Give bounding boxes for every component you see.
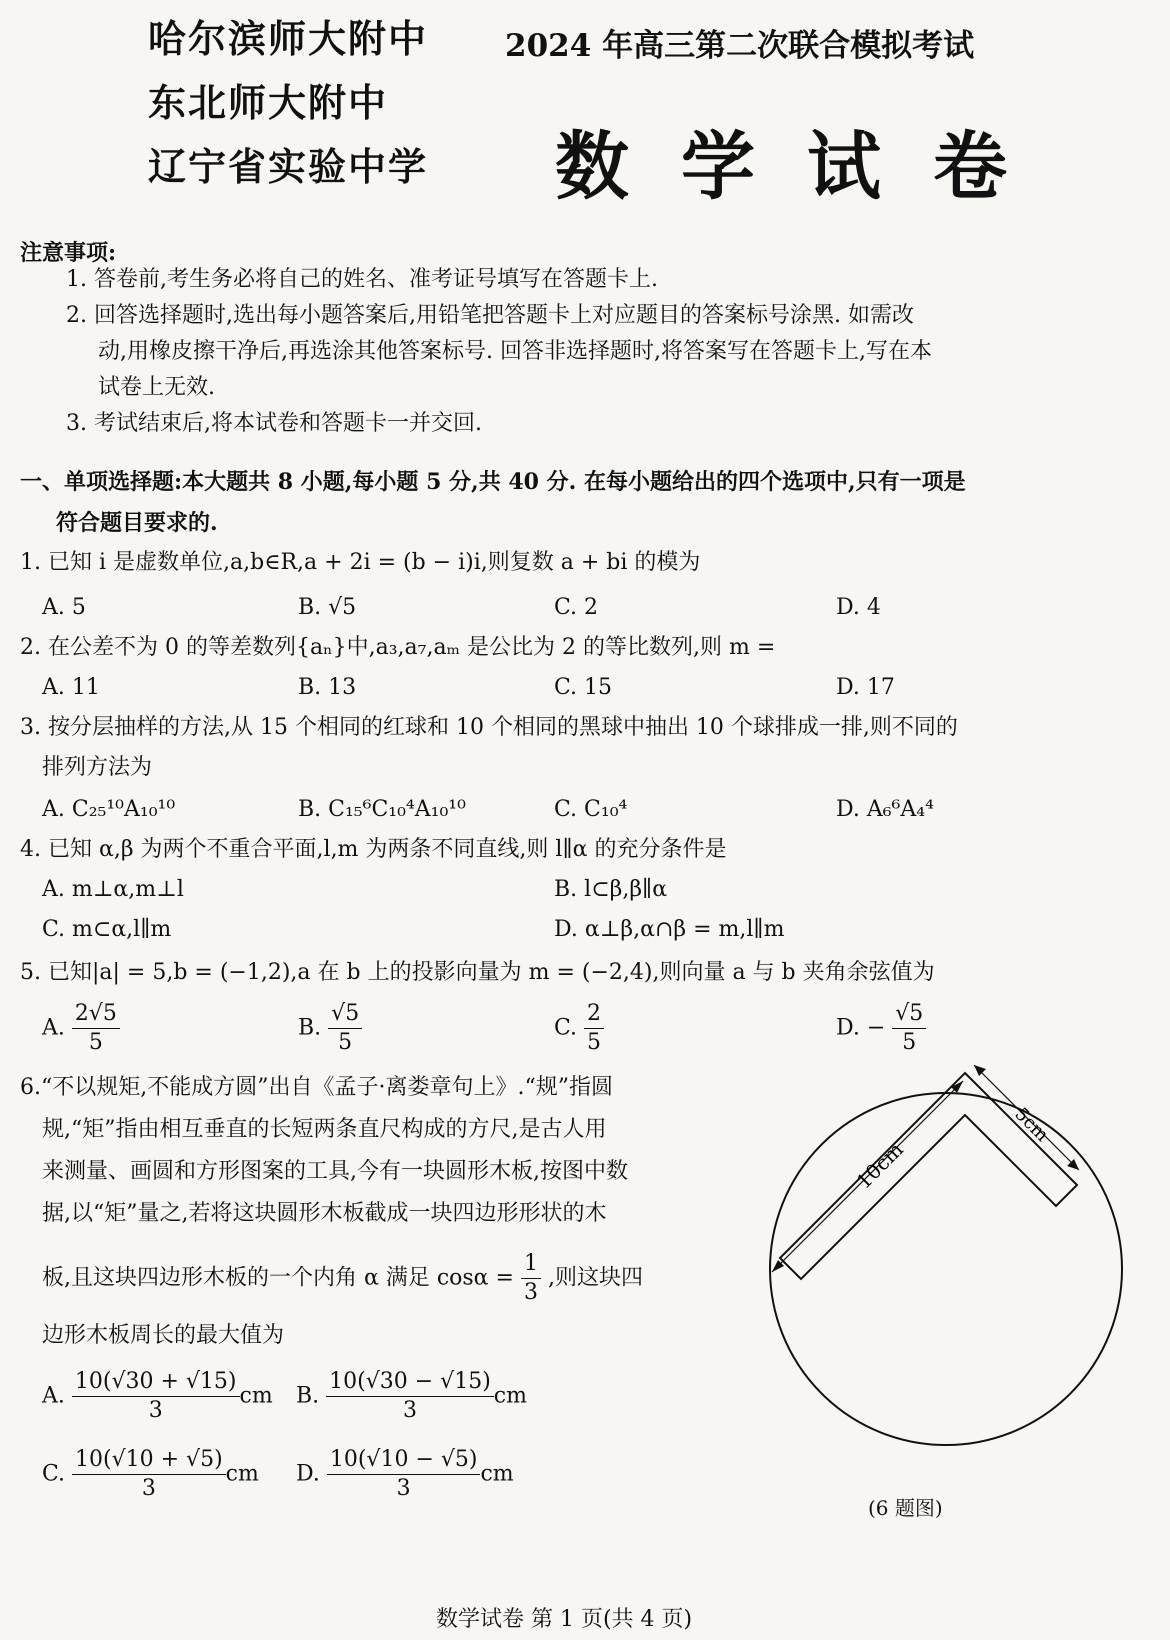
- q6-option-d-label: D.: [296, 1461, 320, 1487]
- q6-c-numerator: 10(√10 + √5): [72, 1446, 226, 1475]
- note-item-1: 1. 答卷前,考生务必将自己的姓名、准考证号填写在答题卡上.: [66, 267, 658, 292]
- q5-b-denominator: 5: [338, 1030, 353, 1055]
- q6-option-a-fraction: [72, 1368, 240, 1425]
- label-5cm: 5cm: [1010, 1103, 1053, 1146]
- q2-option-c: C. 15: [554, 675, 613, 700]
- question-6-line-3: 来测量、画圆和方形图案的工具,今有一块圆形木板,按图中数: [42, 1159, 628, 1184]
- notes-heading: 注意事项:: [20, 240, 117, 266]
- q5-c-denominator: 5: [587, 1030, 602, 1055]
- q6-b-denominator: 3: [402, 1398, 417, 1423]
- q3-option-c: C. C₁₀⁴: [554, 797, 628, 822]
- q6-a-unit: cm: [239, 1383, 273, 1409]
- q6-option-c-fraction: [72, 1446, 226, 1503]
- q6-line-5-pre: 板,且这块四边形木板的一个内角 α 满足 cosα =: [42, 1265, 514, 1291]
- q1-option-c: C. 2: [554, 595, 599, 620]
- q5-option-b-fraction: [328, 1000, 362, 1057]
- q6-option-d: [296, 1446, 514, 1503]
- q5-option-b-label: B.: [298, 1015, 322, 1041]
- q6-option-c: [42, 1446, 259, 1503]
- q6-a-numerator: 10(√30 + √15): [72, 1368, 240, 1397]
- school-name-3: 辽宁省实验中学: [148, 144, 429, 189]
- q6-d-unit: cm: [480, 1461, 514, 1487]
- q5-b-numerator: √5: [328, 1000, 362, 1029]
- figure-caption: (6 题图): [868, 1496, 943, 1520]
- q2-option-d: D. 17: [836, 675, 895, 700]
- q5-option-d-label: D. −: [836, 1015, 886, 1041]
- q5-option-d-fraction: [892, 1000, 926, 1057]
- q6-c-unit: cm: [225, 1461, 259, 1487]
- q6-option-c-label: C.: [42, 1461, 66, 1487]
- q5-option-a-label: A.: [42, 1015, 65, 1041]
- q6-option-b-label: B.: [296, 1383, 320, 1409]
- note-item-2: 2. 回答选择题时,选出每小题答案后,用铅笔把答题卡上对应题目的答案标号涂黑. 如需改: [66, 303, 914, 328]
- q6-c-denominator: 3: [141, 1476, 156, 1501]
- q6-a-denominator: 3: [148, 1398, 163, 1423]
- q6-b-unit: cm: [493, 1383, 527, 1409]
- wooden-board-circle: [770, 1093, 1122, 1445]
- note-item-2-cont: 动,用橡皮擦干净后,再选涂其他答案标号. 回答非选择题时,将答案写在答题卡上,写在本: [98, 339, 932, 364]
- dimension-arrow-5cm-start: [974, 1065, 986, 1076]
- school-name-1: 哈尔滨师大附中: [148, 16, 429, 61]
- dimension-arrow-5cm-end: [1067, 1159, 1079, 1170]
- q6-cos-numerator: 1: [521, 1250, 541, 1279]
- q6-option-b-fraction: [326, 1368, 494, 1425]
- q6-d-numerator: 10(√10 − √5): [327, 1446, 481, 1475]
- q6-figure: [760, 1065, 1140, 1485]
- q5-option-d: [836, 1000, 926, 1057]
- subject-title: 数学试卷: [555, 124, 1059, 210]
- section-1-heading-cont: 符合题目要求的.: [56, 510, 218, 536]
- q6-d-denominator: 3: [396, 1476, 411, 1501]
- q5-a-denominator: 5: [88, 1030, 103, 1055]
- q5-option-c-label: C.: [554, 1015, 578, 1041]
- q4-option-d: D. α⊥β,α∩β = m,l∥m: [554, 917, 785, 942]
- question-6-line-2: 规,“矩”指由相互垂直的长短两条直尺构成的方尺,是古人用: [42, 1117, 607, 1142]
- q6-option-d-fraction: [327, 1446, 481, 1503]
- q1-option-b: B. √5: [298, 595, 357, 620]
- q6-b-numerator: 10(√30 − √15): [326, 1368, 494, 1397]
- q6-option-a-label: A.: [42, 1383, 65, 1409]
- q5-option-b: [298, 1000, 362, 1057]
- q6-option-b: [296, 1368, 527, 1425]
- question-2-stem: 2. 在公差不为 0 的等差数列{aₙ}中,a₃,a₇,aₘ 是公比为 2 的等比数列,则 m =: [20, 635, 776, 660]
- q5-d-denominator: 5: [902, 1030, 917, 1055]
- q5-d-numerator: √5: [892, 1000, 926, 1029]
- q5-option-a: [42, 1000, 120, 1057]
- q3-option-a: A. C₂₅¹⁰A₁₀¹⁰: [42, 797, 176, 822]
- question-5-stem: 5. 已知|a| = 5,b = (−1,2),a 在 b 上的投影向量为 m = (−2,4),则向量 a 与 b 夹角余弦值为: [20, 960, 935, 985]
- q5-c-numerator: 2: [584, 1000, 604, 1029]
- q1-option-a: A. 5: [42, 595, 86, 620]
- note-item-2-end: 试卷上无效.: [98, 375, 215, 400]
- q3-option-d: D. A₆⁶A₄⁴: [836, 797, 934, 822]
- q5-a-numerator: 2√5: [72, 1000, 120, 1029]
- carpenter-square: [780, 1073, 1077, 1279]
- page-footer: 数学试卷 第 1 页(共 4 页): [436, 1607, 693, 1632]
- q5-option-a-fraction: [72, 1000, 120, 1057]
- q4-option-c: C. m⊂α,l∥m: [42, 917, 172, 942]
- question-6-line-4: 据,以“矩”量之,若将这块圆形木板截成一块四边形形状的木: [42, 1201, 607, 1226]
- q4-option-a: A. m⊥α,m⊥l: [42, 877, 184, 902]
- q2-option-a: A. 11: [42, 675, 100, 700]
- note-item-3: 3. 考试结束后,将本试卷和答题卡一并交回.: [66, 411, 482, 436]
- q6-option-a: [42, 1368, 273, 1425]
- question-6-line-6: 边形木板周长的最大值为: [42, 1323, 285, 1348]
- q6-cos-fraction: [521, 1250, 541, 1307]
- q1-option-d: D. 4: [836, 595, 881, 620]
- question-6-line-1: 6.“不以规矩,不能成方圆”出自《孟子·离娄章句上》.“规”指圆: [20, 1075, 613, 1100]
- question-4-stem: 4. 已知 α,β 为两个不重合平面,l,m 为两条不同直线,则 l∥α 的充分条件是: [20, 837, 727, 862]
- q3-option-b: B. C₁₅⁶C₁₀⁴A₁₀¹⁰: [298, 797, 466, 822]
- question-3-stem-cont: 排列方法为: [42, 755, 153, 780]
- q6-cos-denominator: 3: [523, 1280, 538, 1305]
- q5-option-c: [554, 1000, 604, 1057]
- q6-line-5-post: ,则这块四: [547, 1265, 643, 1291]
- section-1-heading: 一、单项选择题:本大题共 8 小题,每小题 5 分,共 40 分. 在每小题给出的四个选项中,只有一项是: [20, 469, 966, 495]
- question-1-stem: 1. 已知 i 是虚数单位,a,b∈R,a + 2i = (b − i)i,则复数 a + bi 的模为: [20, 550, 701, 575]
- label-10cm: 10cm: [851, 1137, 908, 1194]
- school-name-2: 东北师大附中: [148, 80, 389, 125]
- q2-option-b: B. 13: [298, 675, 357, 700]
- exam-title: 2024 年高三第二次联合模拟考试: [505, 28, 975, 64]
- q5-option-c-fraction: [584, 1000, 604, 1057]
- question-3-stem: 3. 按分层抽样的方法,从 15 个相同的红球和 10 个相同的黑球中抽出 10 个球排成一排,则不同的: [20, 715, 958, 740]
- question-6-line-5: [42, 1250, 643, 1307]
- q4-option-b: B. l⊂β,β∥α: [554, 877, 668, 902]
